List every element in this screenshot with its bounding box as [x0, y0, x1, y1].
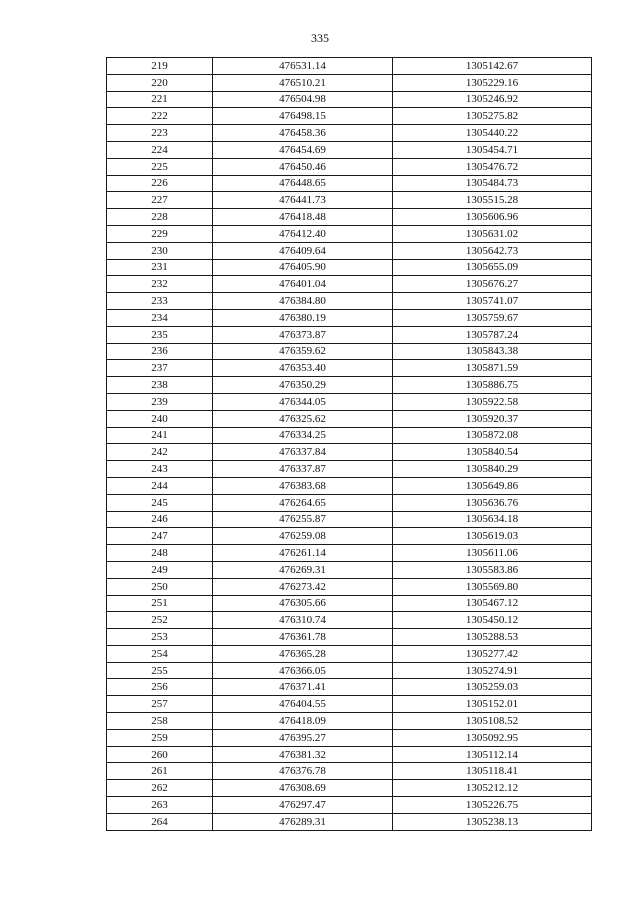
x-coordinate-cell: 476325.62 — [213, 410, 393, 427]
x-coordinate-cell: 476259.08 — [213, 528, 393, 545]
table-row — [107, 175, 592, 192]
table-row — [107, 780, 592, 797]
y-coordinate-cell: 1305636.76 — [393, 494, 592, 511]
x-coordinate-cell: 476305.66 — [213, 595, 393, 612]
y-coordinate-cell: 1305246.92 — [393, 91, 592, 108]
point-number-cell: 261 — [107, 763, 213, 780]
point-number-cell: 234 — [107, 309, 213, 326]
table-row — [107, 309, 592, 326]
x-coordinate-cell: 476504.98 — [213, 91, 393, 108]
x-coordinate-cell: 476376.78 — [213, 763, 393, 780]
table-row — [107, 746, 592, 763]
y-coordinate-cell: 1305288.53 — [393, 629, 592, 646]
x-coordinate-cell: 476264.65 — [213, 494, 393, 511]
table-row — [107, 629, 592, 646]
y-coordinate-cell: 1305872.08 — [393, 427, 592, 444]
x-coordinate-cell: 476418.48 — [213, 209, 393, 226]
table-row — [107, 561, 592, 578]
point-number-cell: 231 — [107, 259, 213, 276]
point-number-cell: 260 — [107, 746, 213, 763]
x-coordinate-cell: 476373.87 — [213, 326, 393, 343]
point-number-cell: 223 — [107, 125, 213, 142]
table-row — [107, 410, 592, 427]
x-coordinate-cell: 476531.14 — [213, 58, 393, 75]
point-number-cell: 219 — [107, 58, 213, 75]
table-row — [107, 209, 592, 226]
point-number-cell: 252 — [107, 612, 213, 629]
x-coordinate-cell: 476510.21 — [213, 74, 393, 91]
point-number-cell: 251 — [107, 595, 213, 612]
point-number-cell: 243 — [107, 461, 213, 478]
point-number-cell: 222 — [107, 108, 213, 125]
point-number-cell: 254 — [107, 645, 213, 662]
point-number-cell: 236 — [107, 343, 213, 360]
x-coordinate-cell: 476359.62 — [213, 343, 393, 360]
x-coordinate-cell: 476310.74 — [213, 612, 393, 629]
y-coordinate-cell: 1305787.24 — [393, 326, 592, 343]
x-coordinate-cell: 476405.90 — [213, 259, 393, 276]
point-number-cell: 239 — [107, 393, 213, 410]
point-number-cell: 237 — [107, 360, 213, 377]
table-row — [107, 58, 592, 75]
point-number-cell: 247 — [107, 528, 213, 545]
y-coordinate-cell: 1305886.75 — [393, 377, 592, 394]
y-coordinate-cell: 1305922.58 — [393, 393, 592, 410]
point-number-cell: 263 — [107, 797, 213, 814]
x-coordinate-cell: 476450.46 — [213, 158, 393, 175]
table-row — [107, 125, 592, 142]
table-row — [107, 578, 592, 595]
y-coordinate-cell: 1305676.27 — [393, 276, 592, 293]
y-coordinate-cell: 1305583.86 — [393, 561, 592, 578]
y-coordinate-cell: 1305440.22 — [393, 125, 592, 142]
x-coordinate-cell: 476409.64 — [213, 242, 393, 259]
table-row — [107, 158, 592, 175]
y-coordinate-cell: 1305152.01 — [393, 696, 592, 713]
x-coordinate-cell: 476454.69 — [213, 141, 393, 158]
y-coordinate-cell: 1305606.96 — [393, 209, 592, 226]
table-row — [107, 729, 592, 746]
point-number-cell: 253 — [107, 629, 213, 646]
x-coordinate-cell: 476401.04 — [213, 276, 393, 293]
y-coordinate-cell: 1305649.86 — [393, 477, 592, 494]
y-coordinate-cell: 1305741.07 — [393, 293, 592, 310]
point-number-cell: 238 — [107, 377, 213, 394]
y-coordinate-cell: 1305467.12 — [393, 595, 592, 612]
point-number-cell: 257 — [107, 696, 213, 713]
x-coordinate-cell: 476395.27 — [213, 729, 393, 746]
point-number-cell: 232 — [107, 276, 213, 293]
table-row — [107, 276, 592, 293]
x-coordinate-cell: 476273.42 — [213, 578, 393, 595]
y-coordinate-cell: 1305569.80 — [393, 578, 592, 595]
table-row — [107, 293, 592, 310]
y-coordinate-cell: 1305476.72 — [393, 158, 592, 175]
table-row — [107, 427, 592, 444]
y-coordinate-cell: 1305655.09 — [393, 259, 592, 276]
x-coordinate-cell: 476412.40 — [213, 225, 393, 242]
table-row — [107, 444, 592, 461]
x-coordinate-cell: 476337.84 — [213, 444, 393, 461]
point-number-cell: 262 — [107, 780, 213, 797]
table-row — [107, 242, 592, 259]
point-number-cell: 226 — [107, 175, 213, 192]
table-row — [107, 679, 592, 696]
y-coordinate-cell: 1305092.95 — [393, 729, 592, 746]
table-row — [107, 259, 592, 276]
y-coordinate-cell: 1305642.73 — [393, 242, 592, 259]
table-row — [107, 141, 592, 158]
x-coordinate-cell: 476498.15 — [213, 108, 393, 125]
y-coordinate-cell: 1305515.28 — [393, 192, 592, 209]
table-row — [107, 192, 592, 209]
x-coordinate-cell: 476353.40 — [213, 360, 393, 377]
y-coordinate-cell: 1305843.38 — [393, 343, 592, 360]
table-row — [107, 797, 592, 814]
table-row — [107, 645, 592, 662]
x-coordinate-cell: 476441.73 — [213, 192, 393, 209]
x-coordinate-cell: 476269.31 — [213, 561, 393, 578]
y-coordinate-cell: 1305259.03 — [393, 679, 592, 696]
x-coordinate-cell: 476404.55 — [213, 696, 393, 713]
y-coordinate-cell: 1305611.06 — [393, 545, 592, 562]
point-number-cell: 259 — [107, 729, 213, 746]
table-row — [107, 763, 592, 780]
table-row — [107, 225, 592, 242]
table-row — [107, 713, 592, 730]
y-coordinate-cell: 1305631.02 — [393, 225, 592, 242]
point-number-cell: 245 — [107, 494, 213, 511]
y-coordinate-cell: 1305920.37 — [393, 410, 592, 427]
table-row — [107, 813, 592, 830]
table-row — [107, 494, 592, 511]
table-row — [107, 545, 592, 562]
y-coordinate-cell: 1305118.41 — [393, 763, 592, 780]
y-coordinate-cell: 1305277.42 — [393, 645, 592, 662]
y-coordinate-cell: 1305871.59 — [393, 360, 592, 377]
page-number: 335 — [311, 31, 329, 45]
x-coordinate-cell: 476261.14 — [213, 545, 393, 562]
y-coordinate-cell: 1305634.18 — [393, 511, 592, 528]
x-coordinate-cell: 476297.47 — [213, 797, 393, 814]
y-coordinate-cell: 1305275.82 — [393, 108, 592, 125]
x-coordinate-cell: 476458.36 — [213, 125, 393, 142]
point-number-cell: 249 — [107, 561, 213, 578]
y-coordinate-cell: 1305274.91 — [393, 662, 592, 679]
table-row — [107, 461, 592, 478]
y-coordinate-cell: 1305229.16 — [393, 74, 592, 91]
x-coordinate-cell: 476371.41 — [213, 679, 393, 696]
point-number-cell: 235 — [107, 326, 213, 343]
table-row — [107, 696, 592, 713]
x-coordinate-cell: 476418.09 — [213, 713, 393, 730]
y-coordinate-cell: 1305840.54 — [393, 444, 592, 461]
x-coordinate-cell: 476344.05 — [213, 393, 393, 410]
point-number-cell: 230 — [107, 242, 213, 259]
x-coordinate-cell: 476361.78 — [213, 629, 393, 646]
point-number-cell: 229 — [107, 225, 213, 242]
point-number-cell: 246 — [107, 511, 213, 528]
point-number-cell: 233 — [107, 293, 213, 310]
table-row — [107, 612, 592, 629]
y-coordinate-cell: 1305619.03 — [393, 528, 592, 545]
y-coordinate-cell: 1305759.67 — [393, 309, 592, 326]
table-row — [107, 511, 592, 528]
table-row — [107, 528, 592, 545]
table-row — [107, 326, 592, 343]
point-number-cell: 225 — [107, 158, 213, 175]
x-coordinate-cell: 476381.32 — [213, 746, 393, 763]
point-number-cell: 241 — [107, 427, 213, 444]
point-number-cell: 220 — [107, 74, 213, 91]
x-coordinate-cell: 476383.68 — [213, 477, 393, 494]
table-row — [107, 377, 592, 394]
table-row — [107, 108, 592, 125]
table-row — [107, 477, 592, 494]
x-coordinate-cell: 476308.69 — [213, 780, 393, 797]
coordinates-table-body — [107, 58, 592, 831]
point-number-cell: 228 — [107, 209, 213, 226]
table-row — [107, 360, 592, 377]
x-coordinate-cell: 476380.19 — [213, 309, 393, 326]
y-coordinate-cell: 1305454.71 — [393, 141, 592, 158]
table-row — [107, 393, 592, 410]
x-coordinate-cell: 476255.87 — [213, 511, 393, 528]
y-coordinate-cell: 1305112.14 — [393, 746, 592, 763]
point-number-cell: 250 — [107, 578, 213, 595]
y-coordinate-cell: 1305238.13 — [393, 813, 592, 830]
y-coordinate-cell: 1305484.73 — [393, 175, 592, 192]
y-coordinate-cell: 1305108.52 — [393, 713, 592, 730]
x-coordinate-cell: 476350.29 — [213, 377, 393, 394]
point-number-cell: 221 — [107, 91, 213, 108]
x-coordinate-cell: 476384.80 — [213, 293, 393, 310]
point-number-cell: 227 — [107, 192, 213, 209]
y-coordinate-cell: 1305142.67 — [393, 58, 592, 75]
point-number-cell: 264 — [107, 813, 213, 830]
table-row — [107, 91, 592, 108]
point-number-cell: 240 — [107, 410, 213, 427]
point-number-cell: 244 — [107, 477, 213, 494]
x-coordinate-cell: 476334.25 — [213, 427, 393, 444]
table-row — [107, 595, 592, 612]
y-coordinate-cell: 1305226.75 — [393, 797, 592, 814]
x-coordinate-cell: 476289.31 — [213, 813, 393, 830]
table-row — [107, 343, 592, 360]
x-coordinate-cell: 476365.28 — [213, 645, 393, 662]
table-row — [107, 74, 592, 91]
y-coordinate-cell: 1305450.12 — [393, 612, 592, 629]
table-row — [107, 662, 592, 679]
x-coordinate-cell: 476337.87 — [213, 461, 393, 478]
point-number-cell: 258 — [107, 713, 213, 730]
point-number-cell: 255 — [107, 662, 213, 679]
y-coordinate-cell: 1305212.12 — [393, 780, 592, 797]
point-number-cell: 256 — [107, 679, 213, 696]
y-coordinate-cell: 1305840.29 — [393, 461, 592, 478]
point-number-cell: 224 — [107, 141, 213, 158]
coordinates-table — [106, 57, 592, 831]
point-number-cell: 242 — [107, 444, 213, 461]
x-coordinate-cell: 476448.65 — [213, 175, 393, 192]
x-coordinate-cell: 476366.05 — [213, 662, 393, 679]
point-number-cell: 248 — [107, 545, 213, 562]
